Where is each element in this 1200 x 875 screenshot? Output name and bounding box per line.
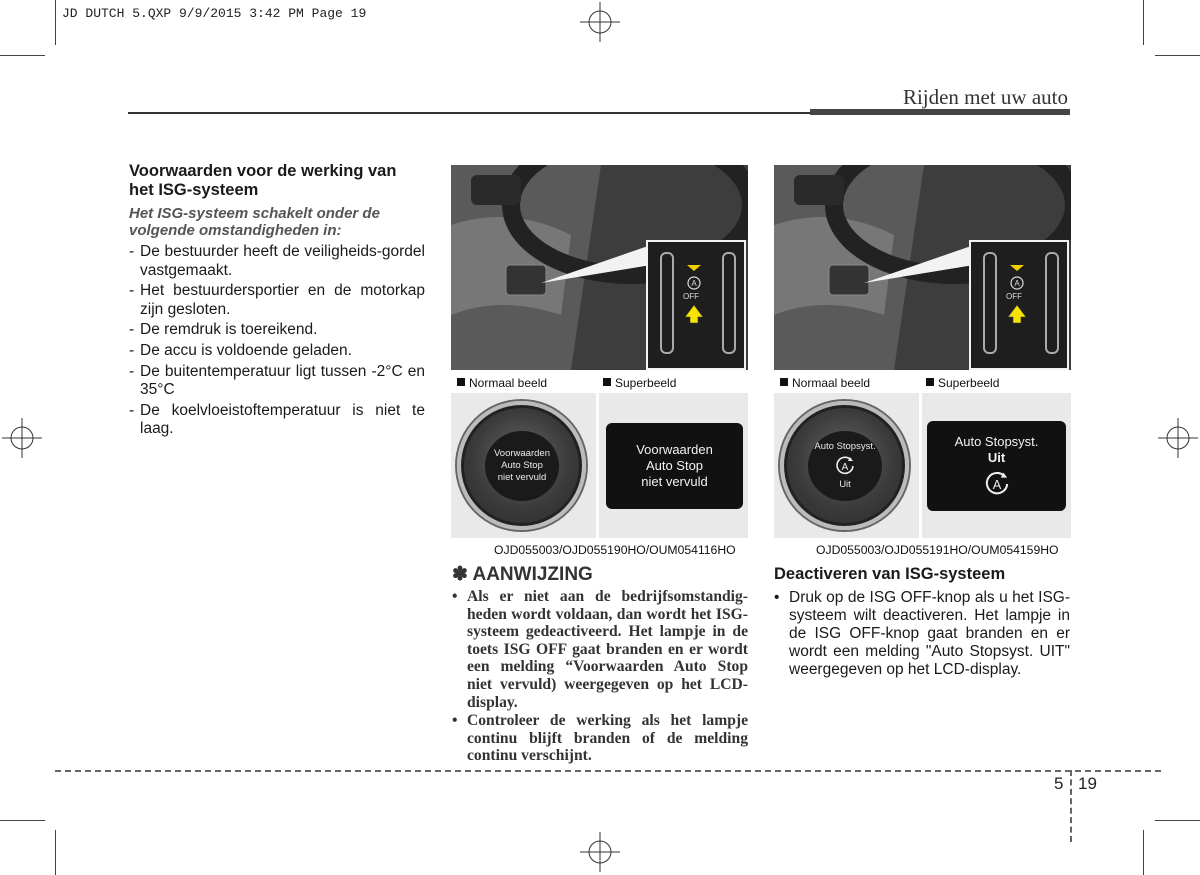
list-item: - De buitentemperatuur ligt tussen -2°C en 35°C	[129, 363, 425, 400]
crop-mark	[1155, 55, 1200, 56]
print-slug: JD DUTCH 5.QXP 9/9/2015 3:42 PM Page 19	[62, 6, 367, 21]
list-item: • Druk op de ISG OFF-knop als u het ISG-systeem wilt deactiveren. Het lampje in de ISG OFF-knop gaat branden en er wordt een melding "Auto Stopsyst. UIT" weergegeven op het LCD-display.	[774, 589, 1070, 679]
dashboard-illustration	[774, 165, 1071, 370]
crop-mark	[55, 830, 56, 875]
dashboard-photo	[451, 165, 748, 370]
isg-off-button-label: OFF	[1006, 292, 1022, 301]
note-title: ✽ AANWIJZING	[452, 564, 593, 585]
super-display-panel	[599, 393, 748, 538]
conditions-list	[129, 243, 425, 439]
list-item: - De bestuurder heeft de veiligheids-gordel vastgemaakt.	[129, 243, 425, 280]
list-item: - De koelvloeistoftemperatuur is niet te laag.	[129, 402, 425, 439]
svg-text:A: A	[1014, 279, 1020, 288]
note-box	[452, 563, 748, 766]
super-display-message: Voorwaarden Auto Stop niet vervuld	[606, 423, 743, 509]
right-column	[774, 565, 1070, 679]
registration-mark-icon	[580, 2, 620, 42]
list-item: • Als er niet aan de bedrijfsomstandig-heden wordt voldaan, dan wordt het ISG-systeem gedeactiveerd. Het lampje in de toets ISG OFF gaat branden en er wordt een melding “Voorwaarden Auto Stop niet vervuld) weergegeven op het LCD-display.	[452, 588, 748, 711]
dashboard-photo	[774, 165, 1071, 370]
svg-text:A: A	[992, 477, 1001, 493]
instrument-gauge	[780, 401, 909, 530]
caption-normal: Normaal beeld	[457, 376, 547, 390]
left-column	[129, 162, 425, 441]
caption-normal: Normaal beeld	[780, 376, 870, 390]
footer-rule	[55, 770, 1161, 772]
crop-mark	[1155, 820, 1200, 821]
list-item: • Controleer de werking als het lampje continu blijft branden of de melding continu verschijnt.	[452, 712, 748, 765]
dashboard-illustration	[451, 165, 748, 370]
super-display-panel	[922, 393, 1071, 538]
page-number-divider	[1070, 770, 1072, 842]
deactivate-list	[774, 589, 1070, 679]
caption-super: Superbeeld	[926, 376, 999, 390]
header-rule-accent	[810, 109, 1070, 115]
list-item: - De remdruk is toereikend.	[129, 321, 425, 340]
figure-code: OJD055003/OJD055191HO/OUM054159HO	[816, 543, 1059, 557]
page-number: 19	[1078, 774, 1097, 793]
deactivate-heading: Deactiveren van ISG-systeem	[774, 565, 1006, 583]
instrument-gauge	[457, 401, 586, 530]
conditions-heading: Voorwaarden voor de werking van het ISG-systeem	[129, 162, 397, 199]
crop-mark	[55, 0, 56, 45]
registration-mark-icon	[2, 418, 42, 458]
normal-display-panel	[451, 393, 596, 538]
note-list	[452, 588, 748, 765]
crop-mark	[0, 55, 45, 56]
svg-text:A: A	[691, 279, 697, 288]
auto-stop-icon	[834, 455, 856, 477]
crop-mark	[1143, 830, 1144, 875]
isg-off-button-label: OFF	[683, 292, 699, 301]
crop-mark	[0, 820, 45, 821]
svg-text:A: A	[841, 462, 849, 473]
caption-super: Superbeeld	[603, 376, 676, 390]
gauge-message: Auto Stopsyst. A Uit	[808, 431, 882, 501]
section-title: Rijden met uw auto	[902, 85, 1068, 109]
figure-code: OJD055003/OJD055190HO/OUM054116HO	[494, 543, 736, 557]
list-item: - Het bestuurdersportier en de motorkap zijn gesloten.	[129, 282, 425, 319]
conditions-subheading: Het ISG-systeem schakelt onder de volgende omstandigheden in:	[129, 205, 380, 239]
list-item: - De accu is voldoende geladen.	[129, 342, 425, 361]
registration-mark-icon	[1158, 418, 1198, 458]
chapter-number: 5	[1054, 774, 1064, 793]
registration-mark-icon	[580, 832, 620, 872]
auto-stop-icon	[983, 470, 1011, 498]
normal-display-panel	[774, 393, 919, 538]
super-display-message: Auto Stopsyst. Uit A	[927, 421, 1066, 511]
gauge-message: Voorwaarden Auto Stop niet vervuld	[485, 431, 559, 501]
crop-mark	[1143, 0, 1144, 45]
